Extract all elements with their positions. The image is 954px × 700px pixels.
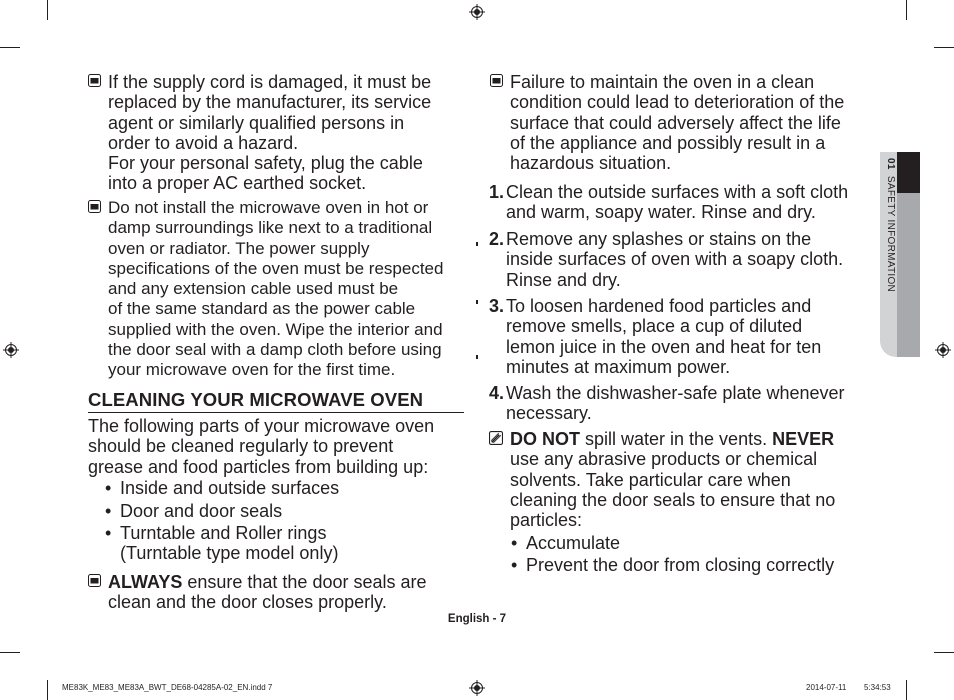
- crop-mark: [906, 680, 907, 700]
- step-2: [489, 229, 866, 290]
- text-line: clean and the door closes properly.: [108, 592, 387, 613]
- note-icon: [88, 574, 101, 587]
- text-line: Clean the outside surfaces with a soft cloth: [506, 182, 849, 202]
- crop-mark: [47, 0, 48, 20]
- text-line: hazardous situation.: [510, 153, 672, 174]
- text-line: and any extension cable used must be: [108, 279, 399, 299]
- step-3: [489, 296, 866, 377]
- step-number: 3.: [489, 296, 505, 316]
- step-1: [489, 182, 866, 223]
- text-line: damp surroundings like next to a traditional: [108, 218, 433, 238]
- list-item: [105, 523, 339, 564]
- text-line: If the supply cord is damaged, it must be: [108, 72, 432, 92]
- text-line: Inside and outside surfaces: [120, 478, 340, 498]
- bullet-icon: •: [511, 555, 518, 575]
- text-line: minutes at maximum power.: [506, 356, 731, 377]
- registration-mark-icon: [469, 680, 485, 696]
- text-line: supplied with the oven. Wipe the interior and: [108, 319, 443, 339]
- text-line: Rinse and dry.: [506, 269, 621, 290]
- bullet-icon: •: [105, 478, 112, 498]
- text-line: particles:: [510, 510, 583, 531]
- side-tab-label: [880, 158, 897, 348]
- note-icon: [88, 74, 101, 87]
- print-slug-file: ME83K_ME83_ME83A_BWT_DE68-04285A-02_EN.indd 7: [62, 683, 273, 692]
- chapter-number: 01: [885, 158, 896, 170]
- registration-mark-icon: [3, 342, 19, 358]
- text-line: use any abrasive products or chemical: [510, 449, 818, 470]
- crop-mark: [47, 680, 48, 700]
- text-span: spill water in the vents.: [580, 429, 773, 449]
- text-line: should be cleaned regularly to prevent: [88, 436, 394, 457]
- supply-cord-note: [108, 72, 468, 194]
- maintenance-note: [510, 72, 870, 173]
- text-line: surface that could adversely affect the life: [510, 112, 841, 133]
- text-span: ensure that the door seals are: [182, 572, 427, 592]
- registration-mark-icon: [935, 342, 951, 358]
- text-line: and warm, soapy water. Rinse and dry.: [506, 202, 816, 223]
- text-line: grease and food particles from building up:: [88, 456, 429, 477]
- crop-mark: [934, 47, 954, 48]
- text-line: replaced by the manufacturer, its service: [108, 92, 432, 113]
- caution-pencil-icon: [489, 431, 503, 445]
- page-number: English - 7: [447, 613, 507, 625]
- text-line: Do not install the microwave oven in hot or: [108, 198, 429, 217]
- crop-mark: [0, 652, 20, 653]
- install-location-note: [108, 198, 470, 381]
- text-line: condition could lead to deterioration of the: [510, 92, 845, 113]
- text-line: Turntable and Roller rings: [120, 523, 327, 543]
- text-line: Door and door seals: [120, 501, 283, 521]
- crop-mark: [934, 652, 954, 653]
- cleaning-intro: [88, 416, 468, 477]
- column-guide-dot: [476, 300, 478, 304]
- text-line: Accumulate: [526, 533, 621, 553]
- warning-note: [510, 429, 870, 530]
- text-line: remove smells, place a cup of diluted: [506, 316, 803, 337]
- note-icon: [490, 74, 503, 87]
- list-item: [105, 478, 340, 498]
- step-number: 2.: [489, 229, 505, 249]
- list-item: [105, 501, 283, 521]
- section-heading: CLEANING YOUR MICROWAVE OVEN: [88, 389, 464, 413]
- text-line: [510, 429, 870, 449]
- text-line: Prevent the door from closing correctly: [526, 555, 835, 575]
- side-tab-shade: [897, 193, 920, 357]
- text-line: For your personal safety, plug the cable: [108, 153, 423, 174]
- side-tab-text: [885, 158, 896, 292]
- bullet-icon: •: [105, 501, 112, 521]
- column-guide-dot: [476, 242, 478, 246]
- side-tab-marker: [897, 152, 920, 193]
- crop-mark: [906, 0, 907, 20]
- always-note: [108, 572, 468, 613]
- emphasis-text: NEVER: [772, 429, 835, 449]
- text-line: (Turntable type model only): [120, 543, 339, 564]
- list-item: [511, 555, 835, 575]
- chapter-title: SAFETY INFORMATION: [885, 175, 896, 293]
- text-line: Remove any splashes or stains on the: [506, 229, 812, 249]
- column-guide-dot: [476, 355, 478, 359]
- text-line: your microwave oven for the first time.: [108, 360, 396, 380]
- text-line: inside surfaces of oven with a soapy cloth.: [506, 249, 844, 270]
- registration-mark-icon: [469, 4, 485, 20]
- text-line: necessary.: [506, 403, 592, 424]
- text-line: specifications of the oven must be respected: [108, 258, 444, 278]
- text-line: order to avoid a hazard.: [108, 132, 299, 153]
- text-line: oven or radiator. The power supply: [108, 238, 370, 258]
- step-4: [489, 383, 866, 424]
- text-line: of the appliance and possibly result in a: [510, 132, 826, 153]
- emphasis-text: ALWAYS: [108, 572, 183, 592]
- text-line: Wash the dishwasher-safe plate whenever: [506, 383, 845, 403]
- note-icon: [88, 200, 101, 213]
- text-line: Failure to maintain the oven in a clean: [510, 72, 815, 92]
- text-line: [108, 572, 468, 592]
- text-line: solvents. Take particular care when: [510, 469, 791, 490]
- text-line: of the same standard as the power cable: [108, 299, 416, 319]
- step-number: 4.: [489, 383, 505, 403]
- text-line: cleaning the door seals to ensure that no: [510, 489, 836, 510]
- step-number: 1.: [489, 182, 505, 202]
- print-slug-date: 2014-07-11: [806, 683, 847, 692]
- bullet-icon: •: [105, 523, 112, 543]
- crop-mark: [0, 47, 20, 48]
- list-item: [511, 533, 621, 553]
- text-line: lemon juice in the oven and heat for ten: [506, 336, 822, 357]
- print-slug-time: 5:34:53: [864, 683, 891, 692]
- text-line: To loosen hardened food particles and: [506, 296, 812, 316]
- bullet-icon: •: [511, 533, 518, 553]
- text-line: the door seal with a damp cloth before using: [108, 340, 442, 360]
- emphasis-text: DO NOT: [510, 429, 580, 449]
- text-line: agent or similarly qualified persons in: [108, 112, 405, 133]
- text-line: The following parts of your microwave oven: [88, 416, 435, 436]
- text-line: into a proper AC earthed socket.: [108, 173, 367, 194]
